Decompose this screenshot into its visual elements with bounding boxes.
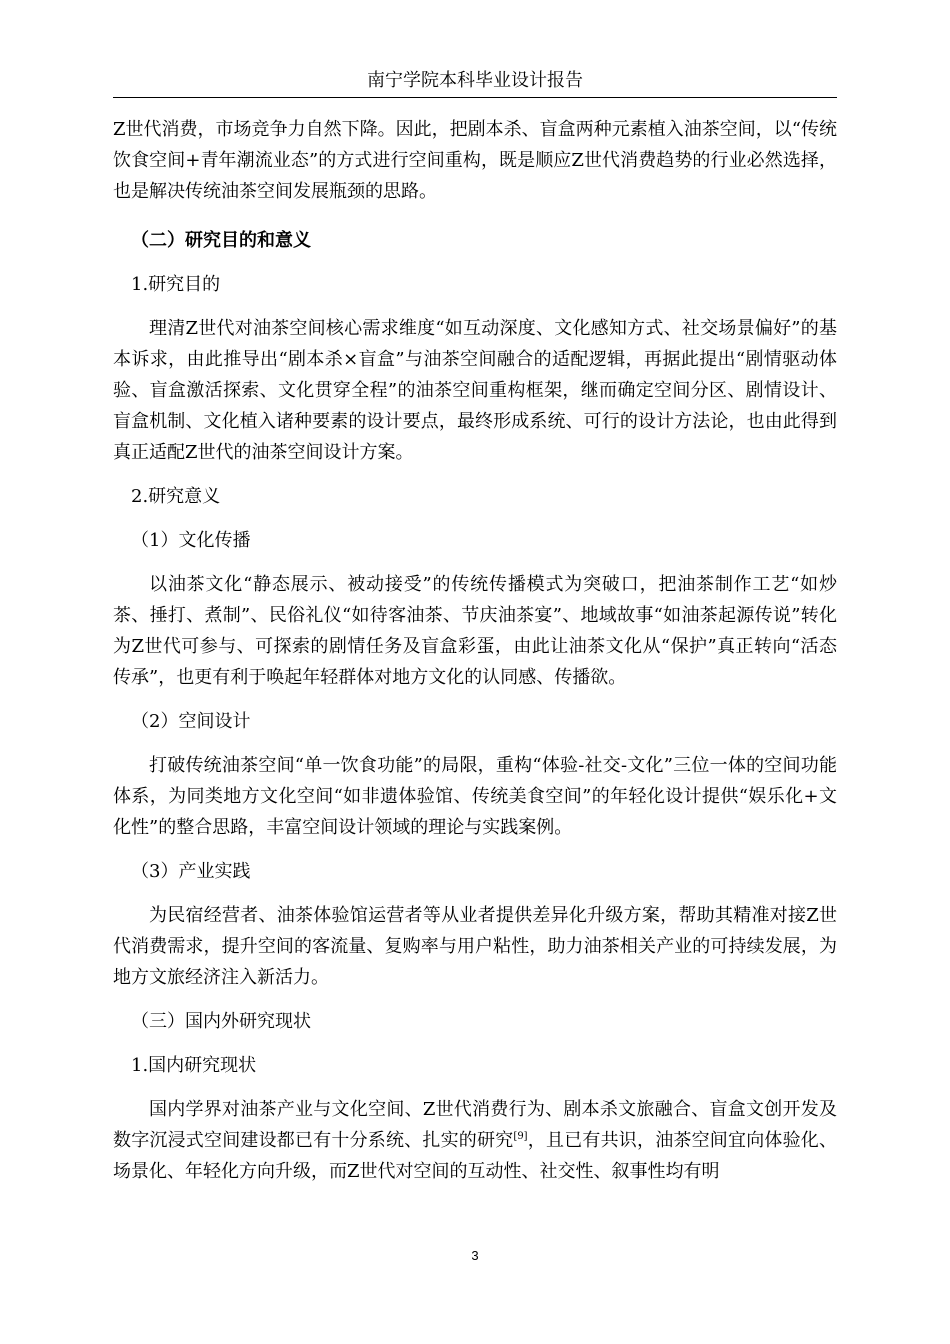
page-header: 南宁学院本科毕业设计报告 (113, 68, 837, 98)
page-number: 3 (471, 1248, 479, 1263)
subheading-cultural-spread: （1）文化传播 (131, 530, 251, 551)
paragraph-cultural-spread: 以油茶文化“静态展示、被动接受”的传统传播模式为突破口，把油茶制作工艺“如炒茶、捶打、煮制”、民俗礼仪“如待客油茶、节庆油茶宴”、地域故事“如油茶起源传说”转化为Z世代可参与、可探索的剧情任务及盲盒彩蛋，由此让油茶文化从“保护”真正转向“活态传承”，也更有利于唤起年轻群体对地方文化的认同感、传播欲。 (113, 574, 837, 688)
subheading-space-design: （2）空间设计 (131, 711, 251, 732)
document-body (113, 114, 837, 1187)
subheading-research-purpose: 1.研究目的 (131, 274, 221, 295)
paragraph-domestic-research (113, 1094, 837, 1187)
subheading-research-significance: 2.研究意义 (131, 486, 221, 507)
paragraph-industry-practice: 为民宿经营者、油茶体验馆运营者等从业者提供差异化升级方案，帮助其精准对接Z世代消费需求，提升空间的客流量、复购率与用户粘性，助力油茶相关产业的可持续发展，为地方文旅经济注入新活力。 (113, 905, 837, 988)
section-heading-2: （二）研究目的和意义 (131, 230, 311, 251)
paragraph-domestic-research-part1: 国内学界对油茶产业与文化空间、Z世代消费行为、剧本杀文旅融合、盲盒文创开发及数字沉浸式空间建设都已有十分系统、扎实的研究 (113, 1099, 837, 1151)
citation-ref: [9] (513, 1131, 528, 1142)
subheading-industry-practice: （3）产业实践 (131, 861, 251, 882)
paragraph-intro-continued: Z世代消费，市场竞争力自然下降。因此，把剧本杀、盲盒两种元素植入油茶空间，以“传统饮食空间+青年潮流业态”的方式进行空间重构，既是顺应Z世代消费趋势的行业必然选择，也是解决传统油茶空间发展瓶颈的思路。 (113, 119, 837, 202)
paragraph-space-design: 打破传统油茶空间“单一饮食功能”的局限，重构“体验-社交-文化”三位一体的空间功能体系，为同类地方文化空间“如非遗体验馆、传统美食空间”的年轻化设计提供“娱乐化+文化性”的整合思路，丰富空间设计领域的理论与实践案例。 (113, 755, 837, 838)
section-heading-3: （三）国内外研究现状 (131, 1011, 311, 1032)
paragraph-domestic-research-part2: ，且已有共识，油茶空间宜向体验化、场景化、年轻化方向升级，而Z世代对空间的互动性、社交性、叙事性均有明 (113, 1130, 838, 1182)
subheading-domestic-research: 1.国内研究现状 (131, 1055, 257, 1076)
paragraph-research-purpose: 理清Z世代对油茶空间核心需求维度“如互动深度、文化感知方式、社交场景偏好”的基本诉求，由此推导出“剧本杀×盲盒”与油茶空间融合的适配逻辑，再据此提出“剧情驱动体验、盲盒激活探索、文化贯穿全程”的油茶空间重构框架，继而确定空间分区、剧情设计、盲盒机制、文化植入诸种要素的设计要点，最终形成系统、可行的设计方法论，也由此得到真正适配Z世代的油茶空间设计方案。 (113, 318, 837, 463)
